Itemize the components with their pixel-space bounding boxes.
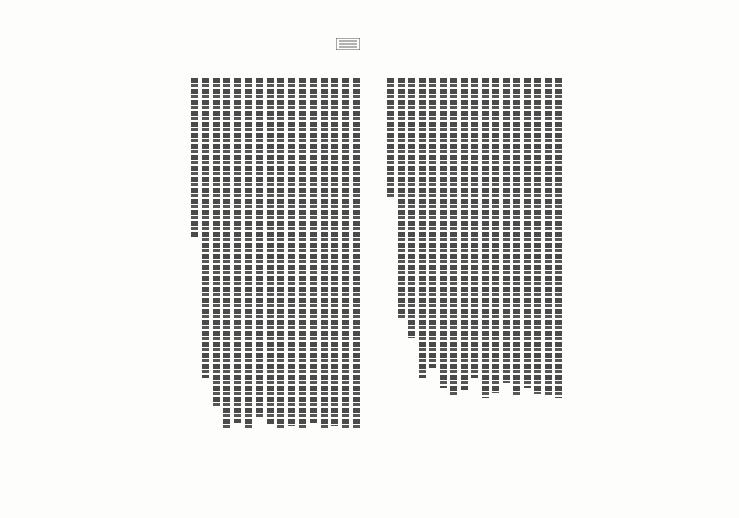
right-block-transcription xyxy=(382,78,383,79)
text-column xyxy=(299,78,306,428)
text-column xyxy=(461,78,468,390)
text-column xyxy=(408,78,415,338)
text-column xyxy=(234,78,241,423)
text-column xyxy=(450,78,457,396)
text-column xyxy=(321,78,328,428)
text-column xyxy=(223,78,230,428)
text-column xyxy=(503,78,510,383)
text-column xyxy=(419,78,426,378)
text-column xyxy=(191,78,198,238)
text-column xyxy=(555,78,562,398)
text-column xyxy=(440,78,447,388)
text-column xyxy=(331,78,338,426)
text-column xyxy=(342,78,349,428)
text-column xyxy=(256,78,263,418)
text-column xyxy=(213,78,220,408)
text-column xyxy=(545,78,552,396)
text-column xyxy=(353,78,360,430)
text-block-right xyxy=(382,78,562,398)
text-column xyxy=(288,78,295,426)
text-column xyxy=(534,78,541,394)
seal-stamp xyxy=(336,38,360,50)
text-column xyxy=(245,78,252,428)
text-block-left xyxy=(186,78,360,430)
text-column xyxy=(398,78,405,318)
text-column xyxy=(513,78,520,396)
left-block-transcription xyxy=(186,78,187,79)
text-column xyxy=(277,78,284,428)
text-column xyxy=(482,78,489,398)
text-column xyxy=(429,78,436,368)
text-column xyxy=(524,78,531,388)
text-column xyxy=(492,78,499,393)
text-column xyxy=(202,78,209,378)
text-column xyxy=(310,78,317,423)
text-column xyxy=(471,78,478,378)
text-column xyxy=(267,78,274,424)
text-column xyxy=(387,78,394,198)
